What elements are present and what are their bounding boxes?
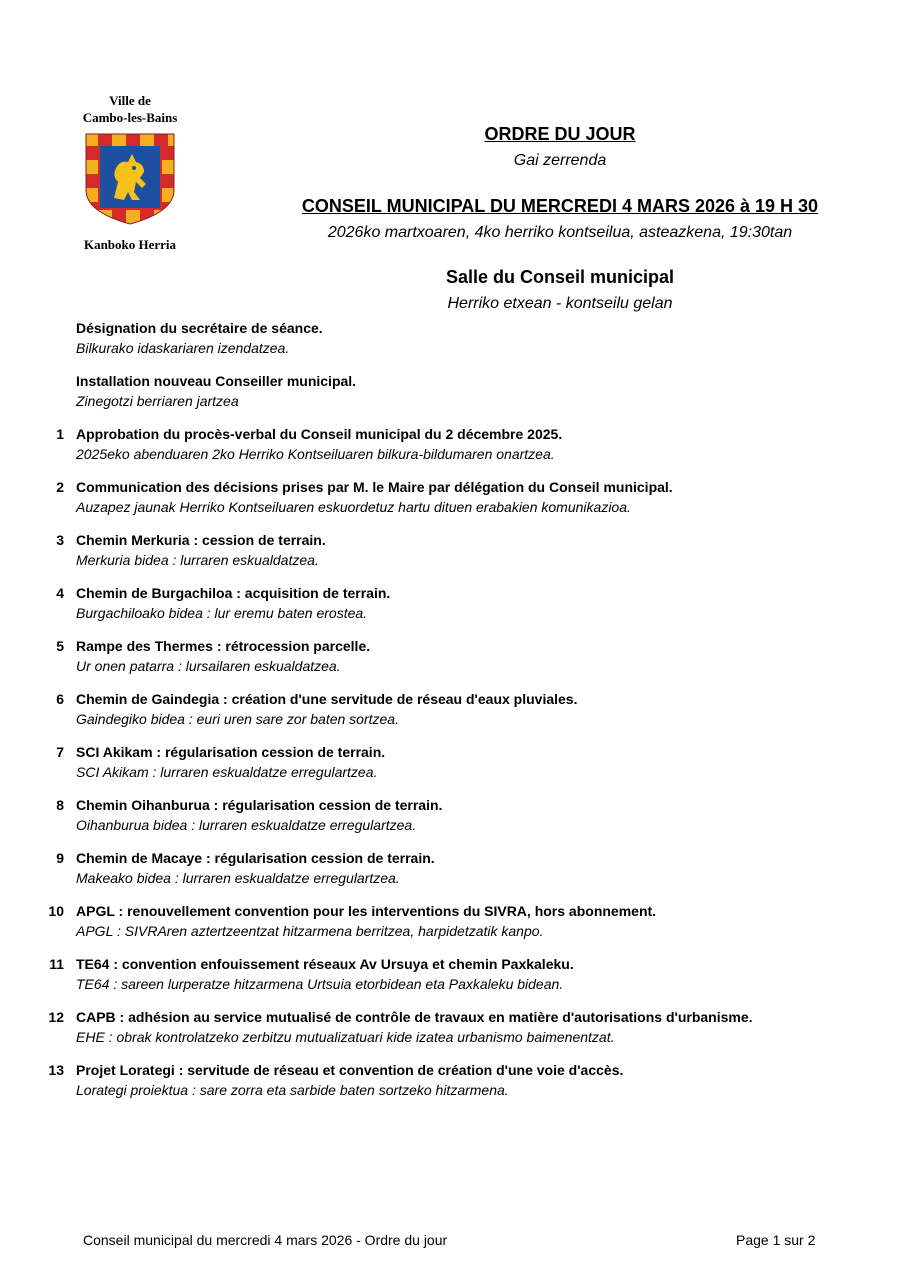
agenda-item-number: 7 <box>56 744 64 760</box>
agenda-item <box>40 954 860 994</box>
meeting-heading-basque: 2026ko martxoaren, 4ko herriko kontseilua, asteazkena, 19:30tan <box>327 224 793 241</box>
agenda-item-basque: EHE : obrak kontrolatzeko zerbitzu mutualizatuari kide izatea urbanismo baimenentzat. <box>76 1029 615 1045</box>
venue-heading: Salle du Conseil municipal <box>445 267 675 287</box>
logo-basque-name: Kanboko Herria <box>83 237 177 252</box>
town-logo <box>70 92 190 253</box>
agenda-item-title: Rampe des Thermes : rétrocession parcelle. <box>76 638 371 654</box>
agenda-item-title: Chemin Oihanburua : régularisation cession de terrain. <box>76 797 443 813</box>
agenda-item <box>40 530 860 570</box>
agenda-item-basque: Bilkurako idaskariaren izendatzea. <box>76 340 290 356</box>
agenda-item-title: Installation nouveau Conseiller municipal. <box>76 373 357 389</box>
agenda-item <box>40 477 860 517</box>
agenda-item <box>40 689 860 729</box>
agenda-item-basque: 2025eko abenduaren 2ko Herriko Kontseiluaren bilkura-bildumaren onartzea. <box>76 446 555 462</box>
agenda-item <box>40 371 860 411</box>
page-title-basque: Gai zerrenda <box>513 152 607 169</box>
agenda-item-number: 5 <box>56 638 64 654</box>
agenda-item-title: APGL : renouvellement convention pour les interventions du SIVRA, hors abonnement. <box>76 903 657 919</box>
agenda-item-title: Chemin de Gaindegia : création d'une servitude de réseau d'eaux pluviales. <box>76 691 578 707</box>
agenda-item-number: 8 <box>56 797 64 813</box>
footer-document-title: Conseil municipal du mercredi 4 mars 2026 - Ordre du jour <box>83 1232 448 1248</box>
agenda-item-title: Désignation du secrétaire de séance. <box>76 320 323 336</box>
agenda-item-number: 4 <box>56 585 64 601</box>
venue-heading-basque: Herriko etxean - kontseilu gelan <box>447 295 673 312</box>
agenda-item-basque: SCI Akikam : lurraren eskualdatze erregulartzea. <box>76 764 378 780</box>
agenda-item-title: Chemin de Macaye : régularisation cession de terrain. <box>76 850 435 866</box>
agenda-item <box>40 636 860 676</box>
agenda-item-number: 9 <box>56 850 64 866</box>
agenda-item-title: CAPB : adhésion au service mutualisé de contrôle de travaux en matière d'autorisations d'urbanisme. <box>76 1009 753 1025</box>
agenda-item-number: 13 <box>48 1062 64 1078</box>
agenda-item-basque: APGL : SIVRAren aztertzeentzat hitzarmena berritzea, harpidetzatik kanpo. <box>76 923 544 939</box>
agenda-item-basque: Oihanburua bidea : lurraren eskualdatze erregulartzea. <box>76 817 417 833</box>
agenda-item-number: 10 <box>48 903 64 919</box>
agenda-item-title: Approbation du procès-verbal du Conseil municipal du 2 décembre 2025. <box>76 426 563 442</box>
agenda-item <box>40 424 860 464</box>
agenda-item <box>40 1007 860 1047</box>
agenda-item-number: 11 <box>49 956 64 972</box>
agenda-item-title: SCI Akikam : régularisation cession de terrain. <box>76 744 386 760</box>
logo-town-line1: Ville de <box>109 93 151 108</box>
page-title: ORDRE DU JOUR <box>484 124 636 144</box>
agenda-item-title: Chemin de Burgachiloa : acquisition de terrain. <box>76 585 391 601</box>
agenda-item-basque: Merkuria bidea : lurraren eskualdatzea. <box>76 552 319 568</box>
agenda-item-number: 2 <box>56 479 64 495</box>
agenda-item-basque: Auzapez jaunak Herriko Kontseiluaren eskuordetuz hartu dituen erabakien komunikazioa. <box>76 499 631 515</box>
agenda-item <box>40 901 860 941</box>
agenda-item-title: Chemin Merkuria : cession de terrain. <box>76 532 326 548</box>
agenda-item-title: TE64 : convention enfouissement réseaux Av Ursuya et chemin Paxkaleku. <box>76 956 574 972</box>
agenda-item-basque: Ur onen patarra : lursailaren eskualdatzea. <box>76 658 341 674</box>
meeting-heading: CONSEIL MUNICIPAL DU MERCREDI 4 MARS 2026 à 19 H 30 <box>301 196 819 216</box>
agenda-item <box>40 795 860 835</box>
agenda-item-basque: TE64 : sareen lurperatze hitzarmena Urtsuia etorbidean eta Paxkaleku bidean. <box>76 976 564 992</box>
agenda-item <box>40 1060 860 1100</box>
agenda-item-number: 6 <box>56 691 64 707</box>
coat-of-arms-icon <box>84 132 176 226</box>
agenda-item-basque: Gaindegiko bidea : euri uren sare zor baten sortzea. <box>76 711 399 727</box>
logo-town-line2: Cambo-les-Bains <box>82 110 178 125</box>
agenda-item-basque: Burgachiloako bidea : lur eremu baten erostea. <box>76 605 368 621</box>
agenda-list <box>40 318 860 1113</box>
agenda-item <box>40 848 860 888</box>
agenda-item <box>40 742 860 782</box>
agenda-item-title: Projet Lorategi : servitude de réseau et convention de création d'une voie d'accès. <box>76 1062 624 1078</box>
agenda-item-basque: Zinegotzi berriaren jartzea <box>76 393 239 409</box>
agenda-item-title: Communication des décisions prises par M. le Maire par délégation du Conseil municipal. <box>76 479 673 495</box>
footer-page-number: Page 1 sur 2 <box>736 1232 816 1248</box>
agenda-item <box>40 318 860 358</box>
agenda-item-number: 1 <box>56 426 64 442</box>
agenda-item-basque: Lorategi proiektua : sare zorra eta sarbide baten sortzeko hitzarmena. <box>76 1082 509 1098</box>
agenda-item-number: 3 <box>56 532 64 548</box>
agenda-item-basque: Makeako bidea : lurraren eskualdatze erregulartzea. <box>76 870 400 886</box>
agenda-item-number: 12 <box>48 1009 64 1025</box>
agenda-item <box>40 583 860 623</box>
